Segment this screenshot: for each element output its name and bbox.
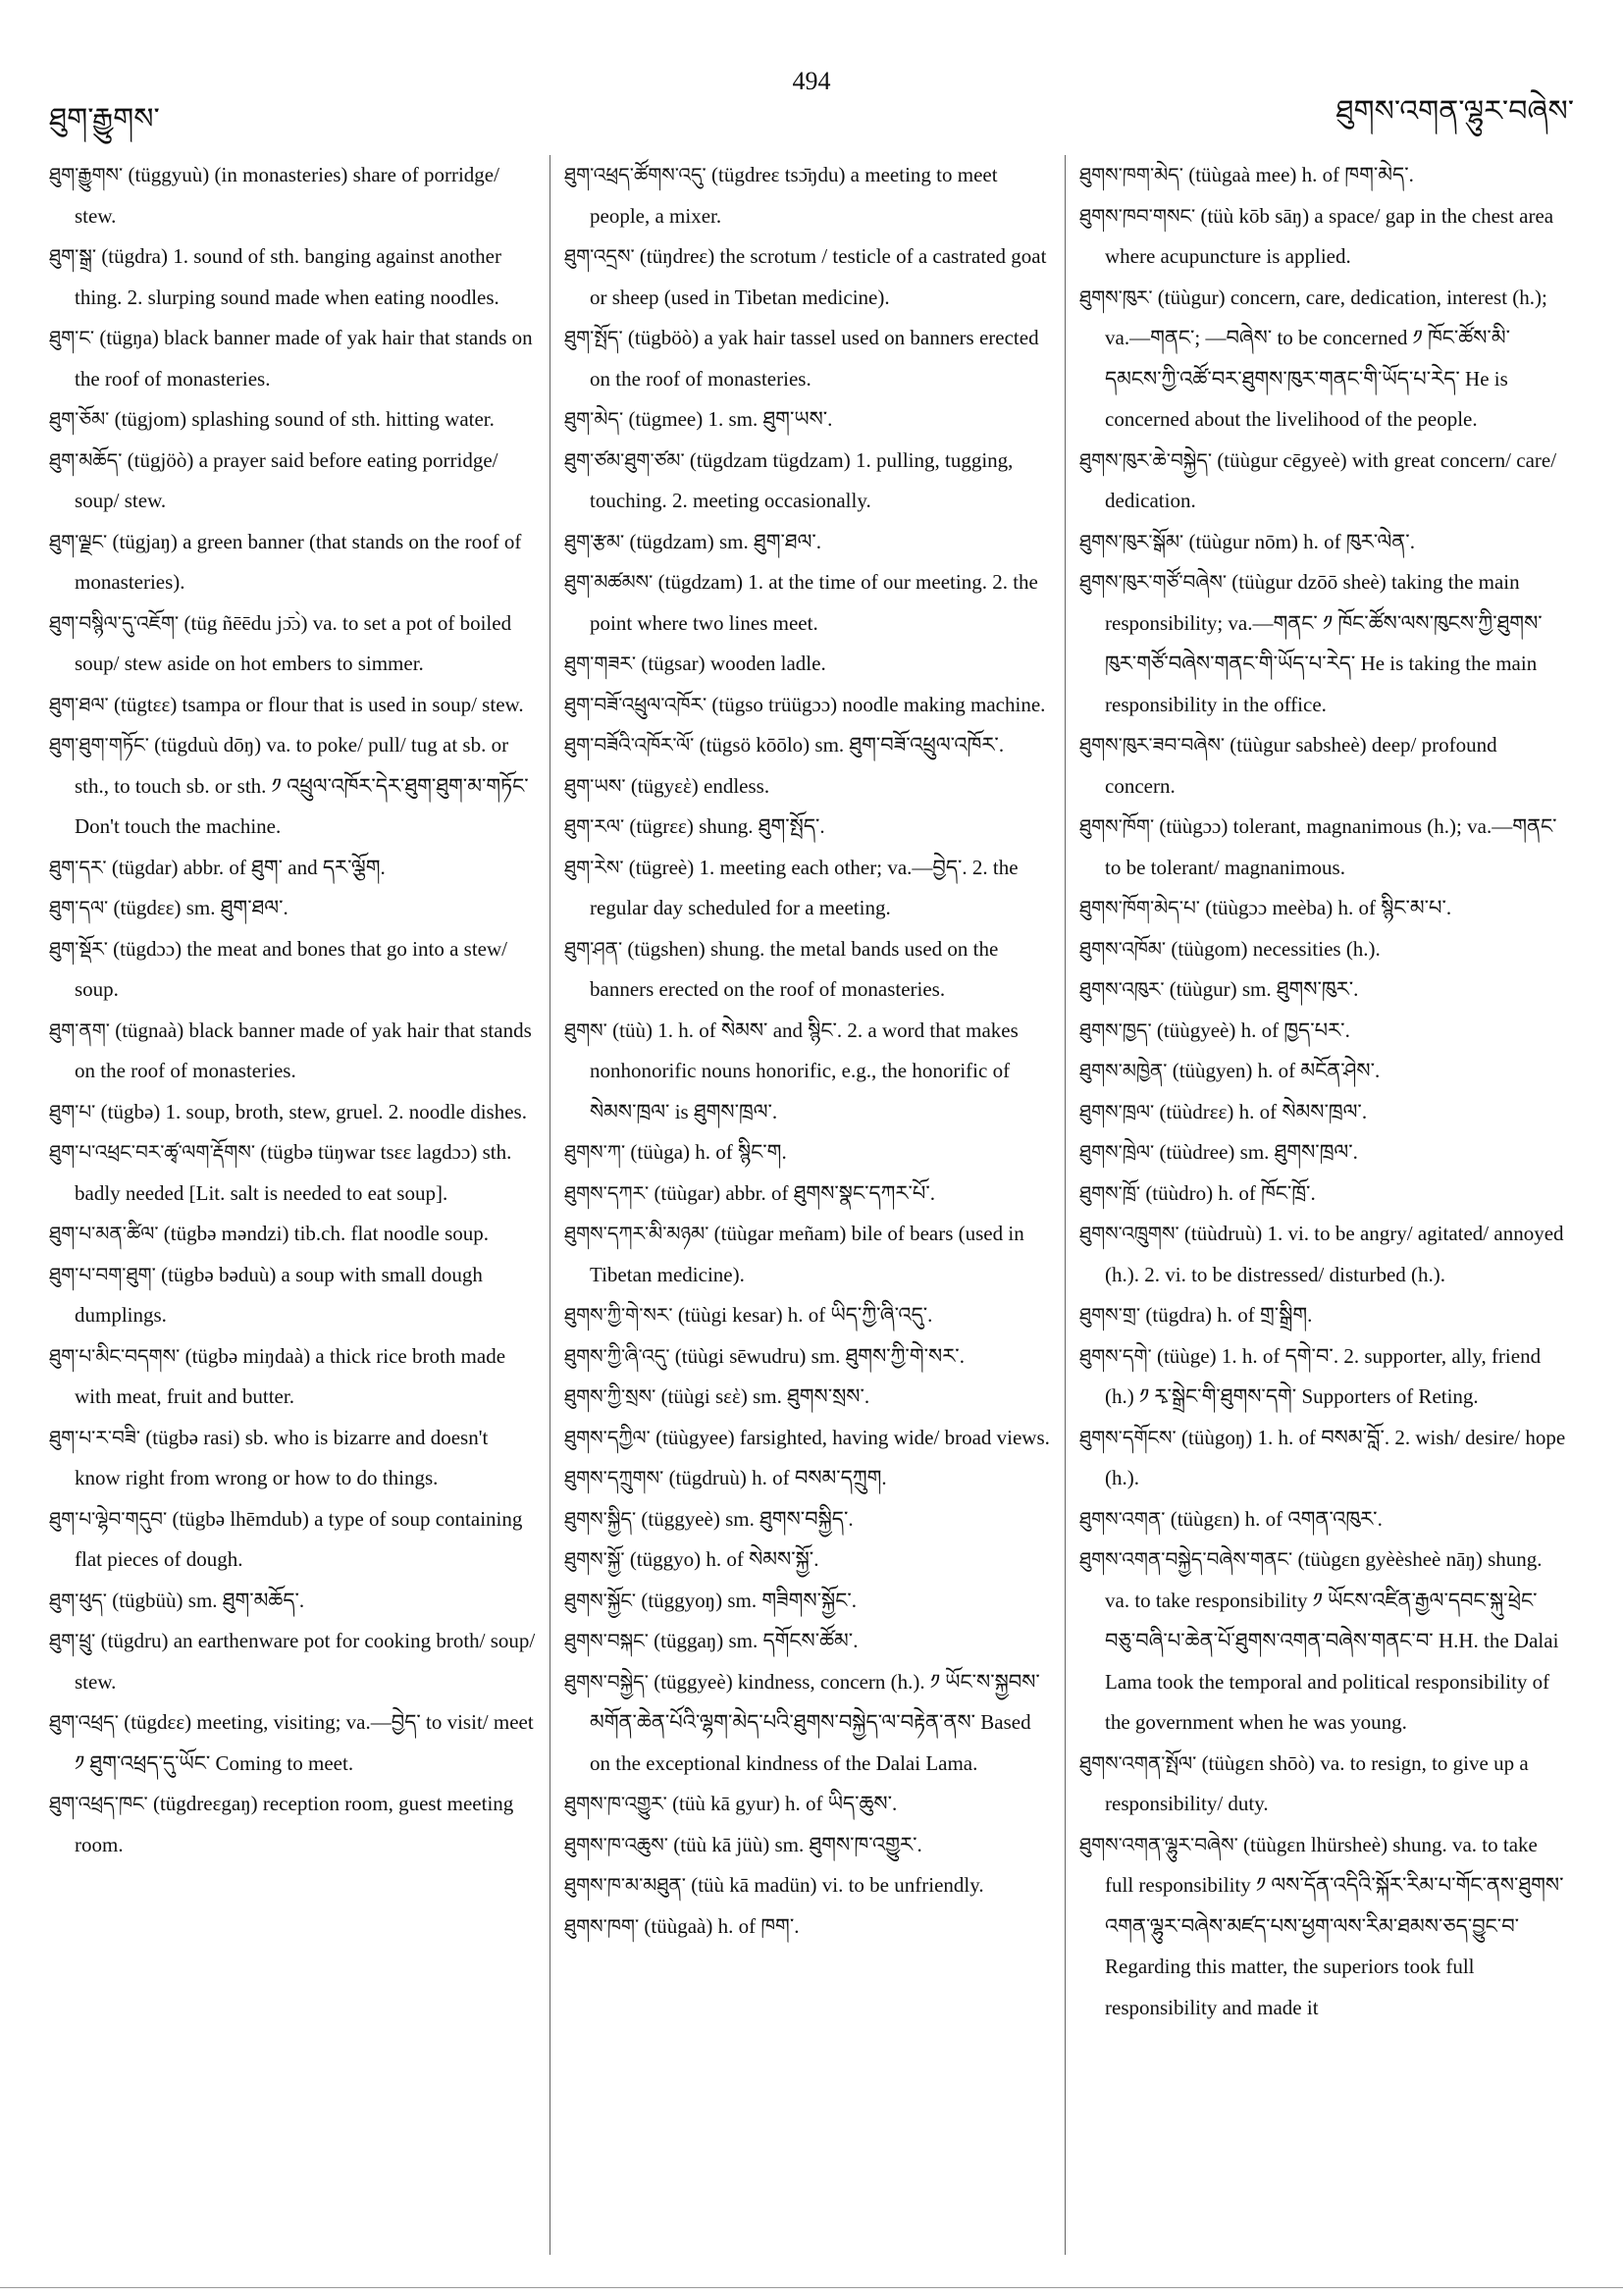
entry-definition: (tügnaà) black banner made of yak hair that stands on the roof of monasteries. bbox=[75, 1018, 532, 1082]
entry-headword: ཐུགས་ཀྱི་སྲས་ bbox=[564, 1384, 656, 1408]
dictionary-entry bbox=[1079, 1744, 1566, 1825]
dictionary-entry bbox=[1079, 155, 1566, 196]
entry-definition: (tüggyeè) sm. ཐུགས་བསྐྱིད་. bbox=[636, 1506, 854, 1531]
entry-definition: (tüggyuù) (in monasteries) share of porridge/ stew. bbox=[75, 163, 499, 228]
bottom-rule bbox=[0, 2287, 1623, 2288]
entry-headword: ཐུག་མཆོད་ bbox=[49, 447, 123, 472]
entry-headword: ཐུགས་ཁྲེལ་ bbox=[1079, 1140, 1155, 1164]
entry-headword: ཐུག་འཕྲད་ཁང་ bbox=[49, 1792, 148, 1815]
dictionary-entry bbox=[1079, 1174, 1566, 1215]
entry-definition: (tüùgi sēwudru) sm. ཐུགས་ཀྱི་གེ་སར་. bbox=[669, 1343, 965, 1368]
dictionary-entry bbox=[564, 766, 1051, 808]
dictionary-entry bbox=[564, 685, 1051, 726]
dictionary-entry bbox=[564, 1377, 1051, 1418]
entry-definition: (tüŋdreε) the scrotum / testicle of a castrated goat or sheep (used in Tibetan medicine). bbox=[590, 244, 1047, 309]
entry-headword: ཐུགས་འགན་སྤོལ་ bbox=[1079, 1750, 1197, 1775]
entry-definition: (tüùgaà mee) h. of ཁག་མེད་. bbox=[1182, 163, 1414, 186]
entry-definition: (tüù kā gyur) h. of ཡིད་ཆུས་. bbox=[666, 1792, 898, 1815]
page-number: 494 bbox=[792, 67, 831, 95]
entry-headword: ཐུག་མེད་ bbox=[564, 407, 624, 431]
entry-definition: (tüùdrεε) h. of སེམས་ཁྲལ་. bbox=[1154, 1099, 1368, 1123]
dictionary-entry bbox=[49, 685, 536, 726]
entry-headword: ཐུགས་ཁ་འཆུས་ bbox=[564, 1832, 668, 1856]
dictionary-entry bbox=[564, 848, 1051, 929]
dictionary-entry bbox=[49, 1336, 536, 1418]
column-left bbox=[49, 155, 550, 2255]
entry-definition: (tüùga) h. of སྙིང་ག. bbox=[625, 1140, 787, 1164]
dictionary-entry bbox=[564, 1174, 1051, 1215]
entry-headword: ཐུགས་ཀ་ bbox=[564, 1140, 626, 1164]
entry-definition: (tügdruù) h. of བསམ་དཀྲུག. bbox=[663, 1466, 887, 1489]
entry-headword: ཐུགས་བསྐང་ bbox=[564, 1629, 649, 1652]
entry-definition: (tüùgur sabsheè) deep/ profound concern. bbox=[1105, 733, 1497, 798]
entry-definition: (tügshen) shung. the metal bands used on the banners erected on the roof of monasteries. bbox=[590, 936, 999, 1001]
dictionary-entry bbox=[564, 644, 1051, 685]
entry-headword: ཐུག་ཤན་ bbox=[564, 936, 623, 961]
entry-definition: (tüùgεn lhürsheè) shung. va. to take full responsibility ༡ ལས་དོན་འདིའི་སྐོར་རིམ་པ་གོང་ནས་ཐུགས་འགན་ལྷུར་བཞེས་མཛད་པས་ཕྱག་ལས་རིམ་ཐམས་ཅད་བྱུང་བ་ Regarding this matter, the superiors took full responsibility and made it bbox=[1105, 1832, 1564, 2019]
entry-headword: ཐུགས་དགོངས་ bbox=[1079, 1425, 1177, 1449]
entry-headword: ཐུག་བཟོ་འཕྲུལ་འཁོར་ bbox=[564, 692, 707, 716]
dictionary-entry bbox=[564, 399, 1051, 441]
dictionary-entry bbox=[564, 1295, 1051, 1336]
dictionary-entry bbox=[564, 1662, 1051, 1785]
entry-headword: ཐུག་སྤོད་ bbox=[564, 326, 623, 349]
entry-headword: ཐུག་འཕྲད་ bbox=[49, 1710, 119, 1734]
entry-headword: ཐུག་པ་ bbox=[49, 1099, 96, 1123]
entry-definition: (tüùgur) concern, care, dedication, interest (h.); va.—གནང་; —བཞེས་ to be concerned ༡ ཁོང་ཚོས་མི་དམངས་ཀྱི་འཚོ་བར་ཐུགས་ཁུར་གནང་གི་ཡོད་པ་རེད་ He is concerned about the livelihood of the people. bbox=[1105, 285, 1547, 431]
entry-definition: (tügjöò) a prayer said before eating porridge/ soup/ stew. bbox=[75, 447, 498, 512]
dictionary-entry bbox=[49, 1581, 536, 1622]
entry-headword: ཐུགས་འཁོམ་ bbox=[1079, 936, 1167, 961]
entry-definition: (tüùgyen) h. of མངོན་ཤེས་. bbox=[1167, 1059, 1381, 1082]
dictionary-entry bbox=[1079, 1011, 1566, 1052]
entry-headword: ཐུགས་སྐྱིད་ bbox=[564, 1506, 637, 1531]
dictionary-entry bbox=[49, 929, 536, 1011]
entry-definition: (tüùdree) sm. ཐུགས་ཁྲལ་. bbox=[1154, 1140, 1358, 1164]
dictionary-entry bbox=[1079, 1336, 1566, 1418]
entry-headword: ཐུག་པ་བག་ཐུག་ bbox=[49, 1262, 156, 1286]
entry-definition: (tüù) 1. h. of སེམས་ and སྙིང་. 2. a word that makes nonhonorific nouns honorific, e.g., the honorific of སེམས་ཁྲལ་ is ཐུགས་ཁྲལ་. bbox=[590, 1018, 1019, 1123]
entry-definition: (tüùgεn) h. of འགན་འཁུར་. bbox=[1165, 1506, 1383, 1531]
entry-definition: (tüùgεn shōò) va. to resign, to give up a responsibility/ duty. bbox=[1105, 1750, 1529, 1815]
entry-definition: (tügdra) 1. sound of sth. banging against another thing. 2. slurping sound made when eating noodles. bbox=[75, 244, 501, 309]
dictionary-entry bbox=[49, 1702, 536, 1784]
entry-headword: ཐུགས་ཁག་ bbox=[564, 1913, 640, 1938]
entry-definition: (tüùgi sεὲ) sm. ཐུགས་སྲས་. bbox=[655, 1384, 870, 1408]
entry-headword: ཐུག་སྡོར་ bbox=[49, 936, 108, 961]
entry-headword: ཐུགས་ཁུར་ཆེ་བསྐྱེད་ bbox=[1079, 447, 1213, 472]
entry-definition: (tüù kā jüù) sm. ཐུགས་ཁ་འགྱུར་. bbox=[668, 1832, 922, 1856]
entry-headword: ཐུག་ཕྲུ་ bbox=[49, 1629, 96, 1652]
entry-headword: ཐུགས་གྲ་ bbox=[1079, 1303, 1141, 1327]
entry-definition: (tügdra) h. of གྲ་སྒྲིག. bbox=[1140, 1303, 1313, 1327]
dictionary-entry bbox=[49, 1784, 536, 1865]
entry-headword: ཐུག་བསྙིལ་དུ་འཇོག་ bbox=[49, 610, 180, 635]
entry-definition: (tüùdro) h. of ཁོང་ཁྲོ་. bbox=[1140, 1180, 1316, 1205]
dictionary-entry bbox=[49, 522, 536, 603]
entry-headword: ཐུག་བཟོའི་འཁོར་ལོ་ bbox=[564, 733, 695, 757]
dictionary-entry bbox=[564, 1581, 1051, 1622]
entry-definition: (tügbə tüŋwar tsεε lagdɔɔ) sth. badly needed [Lit. salt is needed to eat soup]. bbox=[75, 1140, 512, 1205]
entry-definition: (tügbə bəduù) a soup with small dough dumplings. bbox=[75, 1262, 483, 1327]
entry-definition: (tügdru) an earthenware pot for cooking broth/ soup/ stew. bbox=[75, 1629, 536, 1694]
entry-headword: ཐུགས་དཀར་ bbox=[564, 1180, 650, 1205]
entry-headword: ཐུག་ནག་ bbox=[49, 1018, 110, 1042]
dictionary-entry bbox=[564, 1906, 1051, 1948]
column-middle bbox=[550, 155, 1065, 2255]
entry-headword: ཐུགས་འཁྲུགས་ bbox=[1079, 1222, 1179, 1245]
dictionary-entry bbox=[564, 1825, 1051, 1866]
entry-headword: ཐུག་པ་འཕྲང་བར་ཚྭ་ལག་རྡོགས་ bbox=[49, 1140, 256, 1164]
dictionary-entry bbox=[564, 441, 1051, 522]
dictionary-entry bbox=[564, 1865, 1051, 1906]
entry-definition: (tüùgɔɔ) tolerant, magnanimous (h.); va.—གནང་ to be tolerant/ magnanimous. bbox=[1105, 814, 1557, 879]
entry-headword: ཐུགས་དགེ་ bbox=[1079, 1343, 1152, 1368]
entry-definition: (tügrεε) shung. ཐུག་སྤོད་. bbox=[624, 814, 825, 838]
entry-headword: ཐུགས་ཁུར་ bbox=[1079, 285, 1153, 309]
entry-headword: ཐུག་དལ་ bbox=[49, 896, 109, 919]
entry-headword: ཐུགས་ bbox=[564, 1018, 607, 1042]
entry-definition: (tüùgur nōm) h. of ཁུར་ལེན་. bbox=[1183, 529, 1415, 553]
entry-definition: (tügbə məndzi) tib.ch. flat noodle soup. bbox=[158, 1222, 490, 1245]
entry-headword: ཐུགས་དཀྲུགས་ bbox=[564, 1466, 664, 1489]
entry-definition: (tügŋa) black banner made of yak hair that stands on the roof of monasteries. bbox=[75, 326, 533, 391]
running-header-left: ཐུག་རྒྱུགས་ bbox=[49, 102, 160, 136]
entry-headword: ཐུག་པ་ར་བཟི་ bbox=[49, 1425, 141, 1449]
dictionary-entry bbox=[49, 603, 536, 685]
entry-definition: (tüùgar) abbr. of ཐུགས་སྣང་དཀར་པོ་. bbox=[649, 1180, 936, 1205]
dictionary-entry bbox=[1079, 278, 1566, 441]
entry-headword: ཐུགས་འགན་ལྷུར་བཞེས་ bbox=[1079, 1832, 1238, 1856]
entry-headword: ཐུག་འདྲས་ bbox=[564, 244, 635, 268]
dictionary-entry bbox=[49, 1499, 536, 1581]
dictionary-entry bbox=[49, 1214, 536, 1255]
entry-definition: (tügbə miŋdaà) a thick rice broth made with meat, fruit and butter. bbox=[75, 1343, 506, 1408]
dictionary-entry bbox=[49, 1132, 536, 1214]
dictionary-entry bbox=[1079, 807, 1566, 888]
entry-headword: ཐུགས་ཁྲལ་ bbox=[1079, 1099, 1155, 1123]
entry-headword: ཐུགས་ཀྱི་གེ་སར་ bbox=[564, 1303, 673, 1327]
entry-headword: ཐུགས་དཀྱིལ་ bbox=[564, 1425, 651, 1449]
dictionary-entry bbox=[564, 1132, 1051, 1174]
entry-definition: (tügdεε) meeting, visiting; va.—བྱེད་ to visit/ meet ༡ ཐུག་འཕྲད་དུ་ཡོང་ Coming to meet. bbox=[75, 1710, 534, 1775]
entry-definition: (tügduù dōŋ) va. to poke/ pull/ tug at sb. or sth., to touch sb. or sth. ༡ འཕྲུལ་འཁོར་དེར་ཐུག་ཐུག་མ་གཏོང་ Don't touch the machine. bbox=[75, 733, 529, 838]
entry-headword: ཐུགས་འཁུར་ bbox=[1079, 977, 1165, 1001]
entry-definition: (tüùgyeè) h. of ཁྱད་པར་. bbox=[1151, 1018, 1350, 1042]
entry-headword: ཐུགས་ཁྲོ་ bbox=[1079, 1180, 1141, 1205]
entry-definition: (tügsar) wooden ladle. bbox=[636, 652, 826, 675]
entry-definition: (tüùgur dzōō sheè) taking the main responsibility; va.—གནང་ ༡ ཁོང་ཚོས་ལས་ཁུངས་ཀྱི་ཐུགས་ཁུར་གཙོ་བཞེས་གནང་གི་ཡོད་པ་རེད་ He is taking the main responsibility in the office. bbox=[1105, 570, 1543, 716]
entry-headword: ཐུག་ལྗང་ bbox=[49, 529, 108, 553]
entry-definition: (tügmee) 1. sm. ཐུག་ཡས་. bbox=[623, 407, 833, 431]
dictionary-entry bbox=[1079, 522, 1566, 563]
dictionary-entry bbox=[1079, 1499, 1566, 1540]
dictionary-entry bbox=[1079, 1825, 1566, 2029]
entry-headword: ཐུགས་ཁ་མ་མཐུན་ bbox=[564, 1873, 686, 1897]
dictionary-entry bbox=[1079, 888, 1566, 929]
entry-headword: ཐུགས་ཁོག་མེད་པ་ bbox=[1079, 896, 1200, 919]
entry-definition: (tüùge) 1. h. of དགེ་བ་. 2. supporter, ally, friend (h.) ༡ རྭ་སྒྲེང་གི་ཐུགས་དགེ་ Supporters of Reting. bbox=[1105, 1343, 1542, 1408]
dictionary-entry bbox=[1079, 1295, 1566, 1336]
dictionary-entry bbox=[49, 399, 536, 441]
entry-definition: (tüùgi kesar) h. of ཡིད་ཀྱི་ཞི་འདུ་. bbox=[672, 1303, 933, 1327]
entry-definition: (tüggaŋ) sm. དགོངས་ཚོམ་. bbox=[648, 1629, 859, 1652]
entry-headword: ཐུག་ཕུད་ bbox=[49, 1588, 107, 1612]
entry-headword: ཐུགས་སྐྱོང་ bbox=[564, 1588, 637, 1612]
entry-headword: ཐུག་རལ་ bbox=[564, 814, 625, 838]
entry-headword: ཐུགས་ཁ་འགྱུར་ bbox=[564, 1792, 667, 1815]
dictionary-entry bbox=[1079, 1051, 1566, 1092]
entry-definition: (tügdzam) sm. ཐུག་ཐལ་. bbox=[624, 529, 822, 553]
entry-definition: (tüùgoŋ) 1. h. of བསམ་བློ་. 2. wish/ desire/ hope (h.). bbox=[1105, 1425, 1566, 1489]
entry-definition: (tüùgyee) farsighted, having wide/ broad views. bbox=[650, 1425, 1050, 1449]
entry-headword: ཐུགས་ཁུར་སྒོམ་ bbox=[1079, 529, 1184, 553]
entry-definition: (tügyεὲ) endless. bbox=[625, 773, 770, 798]
entry-headword: ཐུགས་འགན་ bbox=[1079, 1506, 1166, 1531]
entry-definition: (tügbüù) sm. ཐུག་མཆོད་. bbox=[106, 1588, 305, 1612]
entry-headword: ཐུགས་འགན་བསྐྱེད་བཞེས་གནང་ bbox=[1079, 1547, 1293, 1571]
entry-definition: (tügdar) abbr. of ཐུག་ and དར་ལྕོག. bbox=[106, 855, 386, 879]
entry-headword: ཐུག་པ་མིང་བདགས་ bbox=[49, 1343, 181, 1368]
entry-headword: ཐུགས་ཁུར་ཟབ་བཞེས་ bbox=[1079, 733, 1226, 757]
dictionary-entry bbox=[49, 1011, 536, 1092]
entry-headword: ཐུགས་སྐྱོ་ bbox=[564, 1547, 625, 1571]
dictionary-entry bbox=[1079, 1539, 1566, 1744]
entry-definition: (tügsö kōōlo) sm. ཐུག་བཟོ་འཕྲུལ་འཁོར་. bbox=[694, 733, 1005, 757]
entry-headword: ཐུགས་ཁོག་ bbox=[1079, 814, 1155, 838]
entry-definition: (tüùdruù) 1. vi. to be angry/ agitated/ annoyed (h.). 2. vi. to be distressed/ disturbed (h.). bbox=[1105, 1222, 1564, 1286]
entry-definition: (tüùgεn gyèèsheè nāŋ) shung. va. to take responsibility ༡ ཡོངས་འཛིན་རྒྱལ་དབང་སྐུ་ཕྲེང་བཅུ་བཞི་པ་ཆེན་པོ་ཐུགས་འགན་བཞེས་གནང་བ་ H.H. the Dalai Lama took the temporal and political responsibility of the government when he was young. bbox=[1105, 1547, 1559, 1734]
entry-definition: (tügso trüügɔɔ) noodle making machine. bbox=[707, 692, 1046, 716]
dictionary-entry bbox=[1079, 1092, 1566, 1133]
entry-definition: (tüggyo) h. of སེམས་སྐྱོ་. bbox=[624, 1547, 819, 1571]
entry-headword: ཐུག་ཐུག་གཏོང་ bbox=[49, 733, 149, 757]
dictionary-entry bbox=[49, 318, 536, 399]
entry-definition: (tügtεε) tsampa or flour that is used in soup/ stew. bbox=[108, 692, 524, 716]
dictionary-entry bbox=[49, 155, 536, 236]
entry-headword: ཐུག་ཡས་ bbox=[564, 773, 626, 798]
entry-headword: ཐུགས་ཀྱི་ཞི་འདུ་ bbox=[564, 1343, 670, 1368]
dictionary-entry bbox=[1079, 1418, 1566, 1499]
dictionary-entry bbox=[49, 1092, 536, 1133]
dictionary-entry bbox=[564, 562, 1051, 644]
entry-definition: (tüg ñēēdu jɔ̄ɔ̀) va. to set a pot of boiled soup/ stew aside on hot embers to simmer. bbox=[75, 610, 512, 675]
entry-definition: (tügböò) a yak hair tassel used on banners erected on the roof of monasteries. bbox=[590, 326, 1039, 391]
entry-definition: (tügdreεgaŋ) reception room, guest meeting room. bbox=[75, 1792, 514, 1856]
dictionary-entry bbox=[1079, 1214, 1566, 1295]
dictionary-entry bbox=[564, 1458, 1051, 1499]
entry-headword: ཐུག་རེས་ bbox=[564, 855, 624, 879]
dictionary-entry bbox=[564, 1499, 1051, 1540]
entry-headword: ཐུག་གཟར་ bbox=[564, 652, 637, 675]
dictionary-entry bbox=[564, 1214, 1051, 1295]
running-header-right: ཐུགས་འགན་ལྷུར་བཞེས་ bbox=[1335, 94, 1574, 129]
entry-headword: ཐུག་རྒྱུགས་ bbox=[49, 163, 124, 186]
dictionary-entry bbox=[1079, 196, 1566, 278]
dictionary-entry bbox=[564, 1336, 1051, 1378]
dictionary-entry bbox=[49, 848, 536, 889]
entry-headword: ཐུགས་ཁག་མེད་ bbox=[1079, 163, 1183, 186]
entry-definition: (tügdɔɔ) the meat and bones that go into a stew/ soup. bbox=[75, 936, 507, 1001]
entry-definition: (tüggyoŋ) sm. གཟིགས་སྐྱོང་. bbox=[636, 1588, 858, 1612]
entry-headword: ཐུགས་ཁབ་གསང་ bbox=[1079, 203, 1196, 228]
dictionary-entry bbox=[49, 441, 536, 522]
entry-definition: (tügdzam tügdzam) 1. pulling, tugging, touching. 2. meeting occasionally. bbox=[590, 447, 1014, 512]
dictionary-entry bbox=[1079, 929, 1566, 970]
entry-definition: (tüù kōb sāŋ) a space/ gap in the chest area where acupuncture is applied. bbox=[1105, 203, 1554, 268]
dictionary-entry bbox=[564, 1011, 1051, 1133]
entry-headword: ཐུག་རྩམ་ bbox=[564, 529, 625, 553]
dictionary-entry bbox=[564, 236, 1051, 318]
dictionary-entry bbox=[1079, 725, 1566, 807]
dictionary-entry bbox=[564, 522, 1051, 563]
dictionary-entry bbox=[564, 318, 1051, 399]
dictionary-entry bbox=[49, 725, 536, 848]
dictionary-entry bbox=[564, 1621, 1051, 1662]
entry-definition: (tüùgar meñam) bile of bears (used in Tibetan medicine). bbox=[590, 1222, 1024, 1286]
dictionary-entry bbox=[564, 807, 1051, 848]
entry-headword: ཐུག་ཅོམ་ bbox=[49, 407, 110, 431]
entry-definition: (tügdzam) 1. at the time of our meeting. 2. the point where two lines meet. bbox=[590, 570, 1038, 635]
dictionary-entry bbox=[49, 1418, 536, 1499]
entry-headword: ཐུགས་བསྐྱེད་ bbox=[564, 1669, 649, 1694]
entry-headword: ཐུག་པ་མན་ཚིལ་ bbox=[49, 1222, 159, 1245]
dictionary-entry bbox=[564, 1784, 1051, 1825]
entry-definition: (tügbə rasi) sb. who is bizarre and doesn't know right from wrong or how to do things. bbox=[75, 1425, 489, 1489]
entry-headword: ཐུགས་ཁུར་གཙོ་བཞེས་ bbox=[1079, 570, 1228, 594]
dictionary-columns bbox=[49, 155, 1580, 2255]
entry-definition: (tügjaŋ) a green banner (that stands on the roof of monasteries). bbox=[75, 529, 522, 594]
entry-definition: (tügreè) 1. meeting each other; va.—བྱེད་. 2. the regular day scheduled for a meeting. bbox=[590, 855, 1019, 919]
dictionary-entry bbox=[1079, 1132, 1566, 1174]
entry-definition: (tügbə) 1. soup, broth, stew, gruel. 2. noodle dishes. bbox=[95, 1099, 527, 1123]
entry-headword: ཐུགས་ཁྱད་ bbox=[1079, 1018, 1152, 1042]
entry-definition: (tüùgɔɔ meèba) h. of སྙིང་མ་པ་. bbox=[1199, 896, 1452, 919]
dictionary-entry bbox=[1079, 562, 1566, 725]
entry-headword: ཐུགས་དཀར་མི་མཉམ་ bbox=[564, 1222, 709, 1245]
entry-headword: ཐུག་ཐལ་ bbox=[49, 692, 109, 716]
dictionary-entry bbox=[1079, 441, 1566, 522]
entry-headword: ཐུག་སྒྲ་ bbox=[49, 244, 97, 268]
dictionary-entry bbox=[564, 725, 1051, 766]
dictionary-entry bbox=[564, 1418, 1051, 1459]
entry-definition: (tüggyeè) kindness, concern (h.). ༡ ཡོང་ས་སྐྱབས་མགོན་ཆེན་པོའི་ལྷག་མེད་པའི་ཐུགས་བསྐྱེད་ལ་བརྟེན་ནས་ Based on the exceptional kindness of the Dalai Lama. bbox=[590, 1669, 1040, 1775]
dictionary-entry bbox=[564, 929, 1051, 1011]
dictionary-entry bbox=[49, 236, 536, 318]
entry-headword: ཐུགས་མཁྱེན་ bbox=[1079, 1059, 1168, 1082]
dictionary-entry bbox=[49, 888, 536, 929]
dictionary-entry bbox=[49, 1255, 536, 1336]
entry-definition: (tügdreε tsɔ̄ŋdu) a meeting to meet people, a mixer. bbox=[590, 163, 998, 228]
column-right bbox=[1065, 155, 1580, 2255]
entry-headword: ཐུག་འཕྲད་ཚོགས་འདུ་ bbox=[564, 163, 707, 186]
entry-headword: ཐུག་དར་ bbox=[49, 855, 107, 879]
dictionary-entry bbox=[49, 1621, 536, 1702]
entry-definition: (tüùgom) necessities (h.). bbox=[1166, 936, 1381, 961]
entry-definition: (tügbə lhēmdub) a type of soup containing flat pieces of dough. bbox=[75, 1506, 523, 1571]
entry-definition: (tügjom) splashing sound of sth. hitting water. bbox=[109, 407, 495, 431]
entry-definition: (tügdεε) sm. ཐུག་ཐལ་. bbox=[108, 896, 288, 919]
entry-definition: (tüùgur) sm. ཐུགས་ཁུར་. bbox=[1164, 977, 1359, 1001]
entry-headword: ཐུག་ཙམ་ཐུག་ཙམ་ bbox=[564, 447, 685, 472]
dictionary-entry bbox=[564, 1539, 1051, 1581]
entry-definition: (tüùgaà) h. of ཁག་. bbox=[639, 1913, 800, 1938]
entry-definition: (tüù kā madün) vi. to be unfriendly. bbox=[685, 1873, 984, 1897]
dictionary-entry bbox=[564, 155, 1051, 236]
entry-headword: ཐུག་མཚམས་ bbox=[564, 570, 654, 594]
entry-definition: (tüùgur cēgyeè) with great concern/ care/ dedication. bbox=[1105, 447, 1557, 512]
entry-headword: ཐུག་ང་ bbox=[49, 326, 95, 349]
dictionary-entry bbox=[1079, 969, 1566, 1011]
entry-headword: ཐུག་པ་ལྷེབ་གདུབ་ bbox=[49, 1506, 168, 1531]
